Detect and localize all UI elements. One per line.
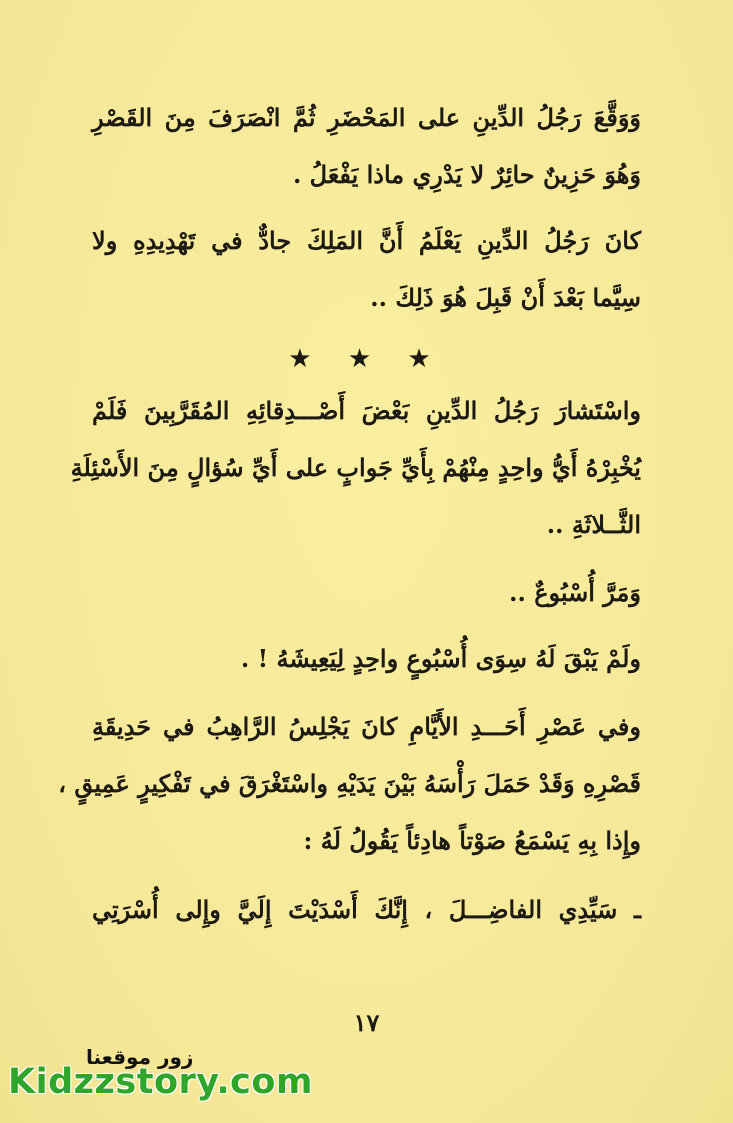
text-line-8: وَمَرَّ أُسْبُوعٌ .. [509, 578, 641, 607]
text-line-5: واسْتَشارَ رَجُلُ الدِّينِ بَعْضَ أَصْـــدِقائِهِ المُقَرَّبِينَ فَلَمْ [92, 396, 641, 425]
site-watermark[interactable] [8, 1040, 313, 1120]
text-line-4: سِيَّما بَعْدَ أَنْ قَبِلَ هُوَ ذَلِكَ .. [370, 283, 641, 312]
page-number: ١٧ [353, 1008, 380, 1037]
text-line-2: وَهُوَ حَزِينٌ حائِرٌ لا يَدْرِي ماذا يَفْعَلُ . [292, 160, 641, 189]
text-line-6: يُخْبِرْهُ أَيُّ واحِدٍ مِنْهُمْ بِأَيِّ جَوابٍ على أَيِّ سُؤالٍ مِنَ الأَسْئِلَةِ [70, 453, 641, 482]
text-line-1: وَوَقَّعَ رَجُلُ الدِّينِ على المَحْضَرِ ثُمَّ انْصَرَفَ مِنَ القَصْرِ [92, 103, 641, 132]
text-line-10: وفي عَصْرِ أَحَـــدِ الأَيَّامِ كانَ يَجْلِسُ الرَّاهِبُ في حَدِيقَةِ [92, 712, 641, 741]
section-separator-stars: ★ ★ ★ [288, 344, 445, 374]
watermark-arabic-text: زور موقعنا [86, 1045, 194, 1069]
watermark-site-name: Kidzzstory.com [8, 1062, 313, 1102]
text-line-13: ـ سَيِّدِي الفاضِـــلَ ، إِنَّكَ أَسْدَيْتَ إِلَيَّ وإِلى أُسْرَتِي [92, 895, 641, 924]
text-line-12: وإِذا بِهِ يَسْمَعُ صَوْتاً هادِئاً يَقُولُ لَهُ : [303, 826, 641, 855]
text-line-3: كانَ رَجُلُ الدِّينِ يَعْلَمُ أَنَّ المَلِكَ جادٌّ في تَهْدِيدِهِ ولا [92, 226, 641, 255]
text-line-9: ولَمْ يَبْقَ لَهُ سِوَى أُسْبُوعٍ واحِدٍ لِيَعِيشَهُ ! . [240, 644, 641, 673]
text-line-7: الثَّــلاثَةِ .. [546, 510, 641, 539]
text-line-11: قَصْرِهِ وَقَدْ حَمَلَ رَأْسَهُ بَيْنَ يَدَيْهِ واسْتَغْرَقَ في تَفْكِيرٍ عَمِيقٍ ، [58, 769, 641, 798]
